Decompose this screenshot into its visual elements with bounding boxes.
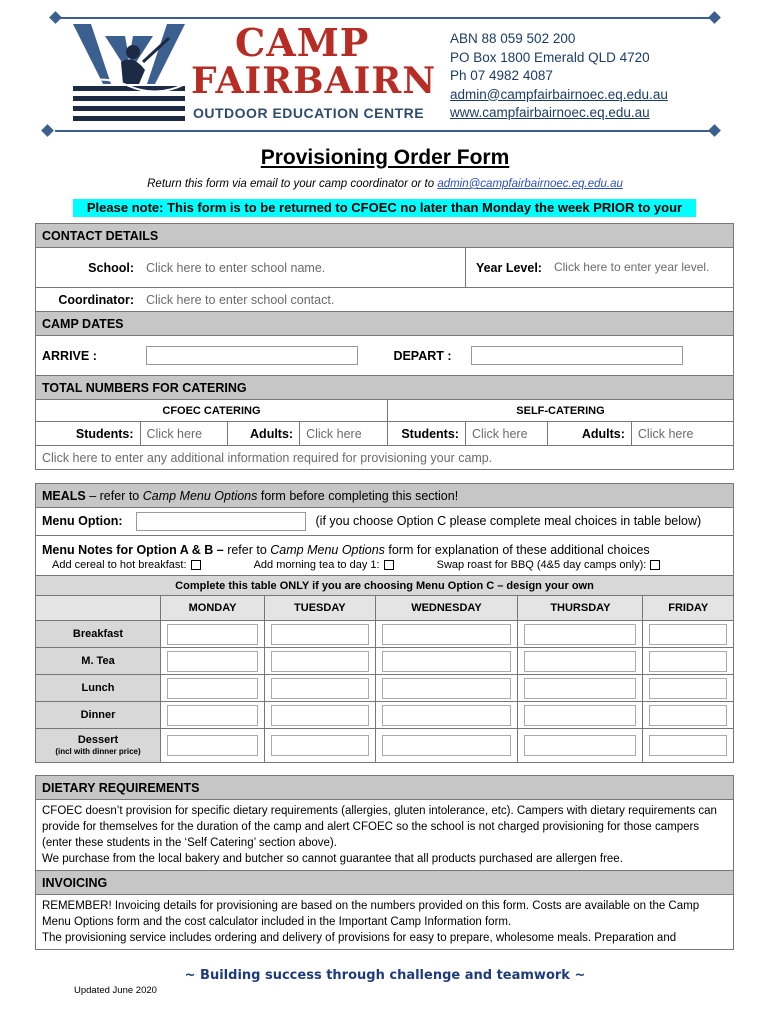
email-link[interactable]: admin@campfairbairnoec.eq.edu.au [450, 86, 668, 102]
dinner-friday-input[interactable] [649, 705, 727, 726]
po-box: PO Box 1800 Emerald QLD 4720 [450, 49, 650, 65]
invoicing-paragraph-1: REMEMBER! Invoicing details for provisioning are based on the numbers provided on this form. Costs are available on the Camp Menu Options form and the cost calculator included in the Important Camp Information form. [42, 900, 700, 928]
self-adults-field[interactable]: Click here [631, 422, 733, 446]
self-students-field[interactable]: Click here [465, 422, 548, 446]
menu-option-input[interactable] [136, 512, 306, 531]
arrive-date-input[interactable] [146, 346, 358, 365]
dinner-monday-input[interactable] [167, 705, 258, 726]
cfoec-adults-label: Adults: [228, 422, 300, 446]
breakfast-wednesday-input[interactable] [382, 624, 512, 645]
meals-header-bold: MEALS [42, 488, 86, 503]
info-table [35, 775, 734, 950]
lunch-thursday-input[interactable] [524, 678, 636, 699]
mtea-tuesday-input[interactable] [271, 651, 368, 672]
breakfast-friday-input[interactable] [649, 624, 727, 645]
self-adults-label: Adults: [548, 422, 631, 446]
year-level-field[interactable]: Click here to enter year level. [548, 248, 734, 288]
camp-dates-header: CAMP DATES [36, 312, 734, 336]
dessert-thursday-input[interactable] [524, 735, 636, 756]
cereal-checkbox[interactable] [191, 560, 201, 570]
depart-label: DEPART : [387, 336, 465, 376]
meal-row-breakfast: Breakfast [36, 621, 161, 648]
return-email-link[interactable]: admin@campfairbairnoec.eq.edu.au [437, 178, 623, 190]
breakfast-thursday-input[interactable] [524, 624, 636, 645]
centre-name: OUTDOOR EDUCATION CENTRE [193, 105, 425, 121]
meal-row-lunch: Lunch [36, 675, 161, 702]
dinner-wednesday-input[interactable] [382, 705, 512, 726]
invoicing-body [36, 895, 734, 950]
arrive-label: ARRIVE : [36, 336, 141, 376]
menu-option-label: Menu Option: [42, 513, 123, 528]
catering-header: TOTAL NUMBERS FOR CATERING [36, 376, 734, 400]
menu-notes-italic: Camp Menu Options [270, 542, 385, 557]
phone: Ph 07 4982 4087 [450, 68, 553, 83]
return-instructions [0, 178, 770, 190]
school-label: School: [36, 248, 141, 288]
dessert-tuesday-input[interactable] [271, 735, 368, 756]
letterhead [45, 8, 725, 134]
lunch-tuesday-input[interactable] [271, 678, 368, 699]
page-title: Provisioning Order Form [260, 146, 510, 169]
invoicing-header: INVOICING [36, 871, 734, 895]
coordinator-label: Coordinator: [36, 288, 141, 312]
mtea-friday-input[interactable] [649, 651, 727, 672]
diamond-ornament [708, 11, 721, 24]
dessert-monday-input[interactable] [167, 735, 258, 756]
updated-date: Updated June 2020 [74, 985, 157, 996]
coordinator-field[interactable]: Click here to enter school contact. [140, 288, 734, 312]
meal-row-dessert [36, 729, 161, 763]
cfoec-students-label: Students: [36, 422, 141, 446]
dessert-note: (incl with dinner price) [55, 746, 141, 756]
deadline-note: Please note: This form is to be returned to CFOEC no later than Monday the week PRIOR to your [73, 199, 696, 217]
self-students-label: Students: [387, 422, 465, 446]
contact-header: CONTACT DETAILS [36, 224, 734, 248]
lunch-wednesday-input[interactable] [382, 678, 512, 699]
day-header-thursday: THURSDAY [518, 596, 643, 621]
option-c-title: Complete this table ONLY if you are choosing Menu Option C – design your own [36, 576, 734, 596]
dessert-label: Dessert [77, 733, 119, 746]
year-level-label: Year Level: [465, 248, 548, 288]
camp-subtitle: FAIRBAIRN [191, 60, 437, 102]
meals-header-italic: Camp Menu Options [142, 488, 258, 503]
breakfast-monday-input[interactable] [167, 624, 258, 645]
meals-header [36, 484, 734, 508]
footer-tagline: ~ Building success through challenge and teamwork ~ [184, 968, 586, 983]
cereal-option-label: Add cereal to hot breakfast: [52, 558, 187, 571]
day-header-tuesday: TUESDAY [265, 596, 375, 621]
dinner-tuesday-input[interactable] [271, 705, 368, 726]
dessert-friday-input[interactable] [649, 735, 727, 756]
contact-block [450, 30, 668, 123]
day-header-wednesday: WEDNESDAY [375, 596, 518, 621]
swap-roast-checkbox[interactable] [650, 560, 660, 570]
invoicing-paragraph-2: The provisioning service includes ordering and delivery of provisions for easy to prepare, wholesome meals. Preparation and [42, 932, 677, 944]
depart-date-input[interactable] [471, 346, 683, 365]
lunch-friday-input[interactable] [649, 678, 727, 699]
day-header-friday: FRIDAY [643, 596, 734, 621]
diamond-ornament [49, 11, 62, 24]
menu-notes-bold: Menu Notes for Option A & B – [42, 542, 224, 557]
mtea-wednesday-input[interactable] [382, 651, 512, 672]
menu-notes-rest: refer to [223, 542, 271, 557]
cfoec-catering-label: CFOEC CATERING [36, 400, 388, 422]
mtea-monday-input[interactable] [167, 651, 258, 672]
school-field[interactable]: Click here to enter school name. [140, 248, 465, 288]
dietary-body [36, 800, 734, 871]
cfoec-adults-field[interactable]: Click here [300, 422, 388, 446]
day-header-blank [36, 596, 161, 621]
additional-info-field[interactable]: Click here to enter any additional information required for provisioning your camp. [36, 446, 734, 470]
website-link[interactable]: www.campfairbairnoec.eq.edu.au [450, 105, 650, 120]
breakfast-tuesday-input[interactable] [271, 624, 368, 645]
meal-row-dinner: Dinner [36, 702, 161, 729]
bottom-rule [55, 130, 715, 132]
lunch-monday-input[interactable] [167, 678, 258, 699]
dietary-header: DIETARY REQUIREMENTS [36, 776, 734, 800]
mtea-thursday-input[interactable] [524, 651, 636, 672]
meals-header-rest: – refer to [85, 488, 143, 503]
dinner-thursday-input[interactable] [524, 705, 636, 726]
morning-tea-option-label: Add morning tea to day 1: [253, 558, 380, 571]
diamond-ornament [41, 124, 54, 137]
day-header-monday: MONDAY [161, 596, 265, 621]
diamond-ornament [708, 124, 721, 137]
cfoec-students-field[interactable]: Click here [140, 422, 228, 446]
meals-header-end: form before completing this section! [257, 488, 459, 503]
meals-table [35, 483, 734, 763]
dietary-paragraph-2: We purchase from the local bakery and butcher so cannot guarantee that all products purchased are allergen free. [42, 853, 623, 865]
dietary-paragraph-1: CFOEC doesn’t provision for specific dietary requirements (allergies, gluten intolerance, etc). Campers with dietary requirements can provide for themselves for the duration of the camp and alert CFOEC so the school is not charged provisioning for those campers (enter these students in the ‘Self Catering’ section above). [42, 805, 717, 849]
return-text: Return this form via email to your camp coordinator or to [147, 178, 435, 190]
menu-notes-end: form for explanation of these additional choices [384, 542, 650, 557]
top-rule [55, 17, 715, 19]
abn: ABN 88 059 502 200 [450, 31, 576, 46]
self-catering-label: SELF-CATERING [387, 400, 733, 422]
morning-tea-checkbox[interactable] [384, 560, 394, 570]
contact-table [35, 223, 734, 470]
camp-title: CAMP [235, 20, 370, 65]
dessert-wednesday-input[interactable] [382, 735, 512, 756]
swap-roast-option-label: Swap roast for BBQ (4&5 day camps only): [436, 558, 647, 571]
menu-option-note: (if you choose Option C please complete meal choices in table below) [315, 513, 702, 528]
meal-row-morning-tea: M. Tea [36, 648, 161, 675]
camp-logo-icon [73, 24, 185, 128]
